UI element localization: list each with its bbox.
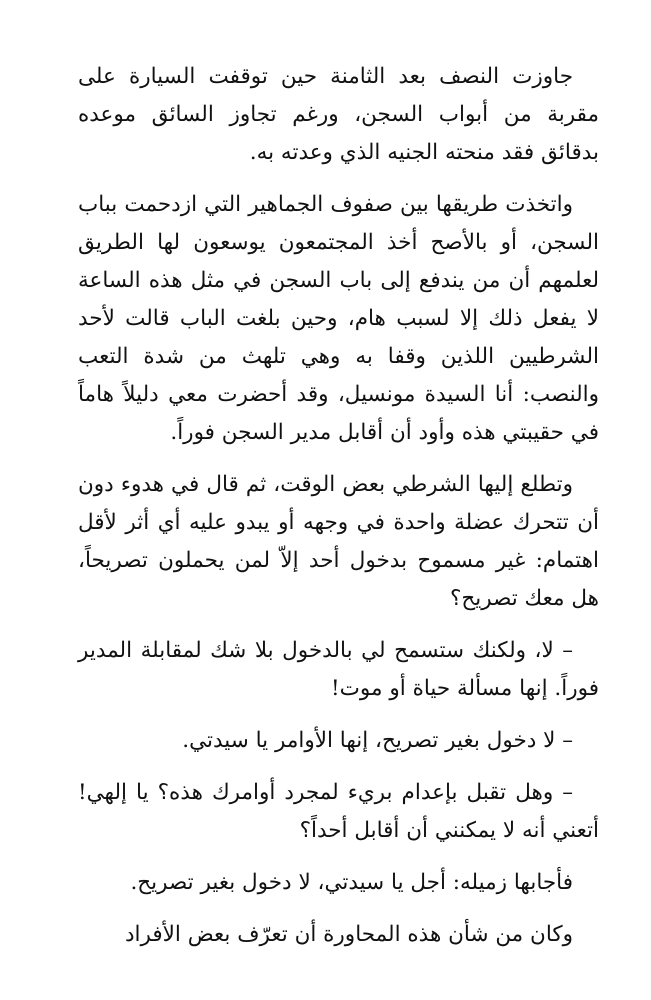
paragraph-colleague-reply: فأجابها زميله: أجل يا سيدتي، لا دخول بغير تصريح. [130, 870, 573, 895]
paragraph-crowd: واتخذت طريقها بين صفوف الجماهير التي ازدحمت بباب السجن، أو بالأصح أخذ المجتمعون يوسعون لها الطريق لعلمهم أن من يندفع إلى باب السجن في مثل هذه الساعة لا يفعل ذلك إلا لسبب هام، وحين بلغت الباب قالت لأحد الشرطيين اللذين وقفا به وهي تلهث من شدة التعب والنصب: أنا السيدة مونسيل، وقد أحضرت معي دليلاً هاماً في حقيبتي هذه وأود أن أقابل مدير السجن فوراً. [78, 192, 599, 445]
paragraph-arrival: جاوزت النصف بعد الثامنة حين توقفت السيارة على مقربة من أبواب السجن، ورغم تجاوز السائق موعده بدقائق فقد منحته الجنيه الذي وعدته به. [78, 64, 599, 165]
paragraph-continuation: وكان من شأن هذه المحاورة أن تعرّف بعض الأفراد [124, 922, 573, 947]
dialog-line-2: – لا دخول بغير تصريح، إنها الأوامر يا سيدتي. [182, 728, 573, 753]
paragraph-guard-reply: وتطلع إليها الشرطي بعض الوقت، ثم قال في هدوء دون أن تتحرك عضلة واحدة في وجهه أو يبدو عليه أي أثر لأقل اهتمام: غير مسموح بدخول أحد إلاّ لمن يحملون تصريحاً، هل معك تصريح؟ [78, 472, 599, 611]
dialog-line-3: – وهل تقبل بإعدام بريء لمجرد أوامرك هذه؟ يا إلهي! أتعني أنه لا يمكنني أن أقابل أحداً؟ [78, 780, 599, 843]
dialog-line-1: – لا، ولكنك ستسمح لي بالدخول بلا شك لمقابلة المدير فوراً. إنها مسألة حياة أو موت! [78, 638, 599, 701]
